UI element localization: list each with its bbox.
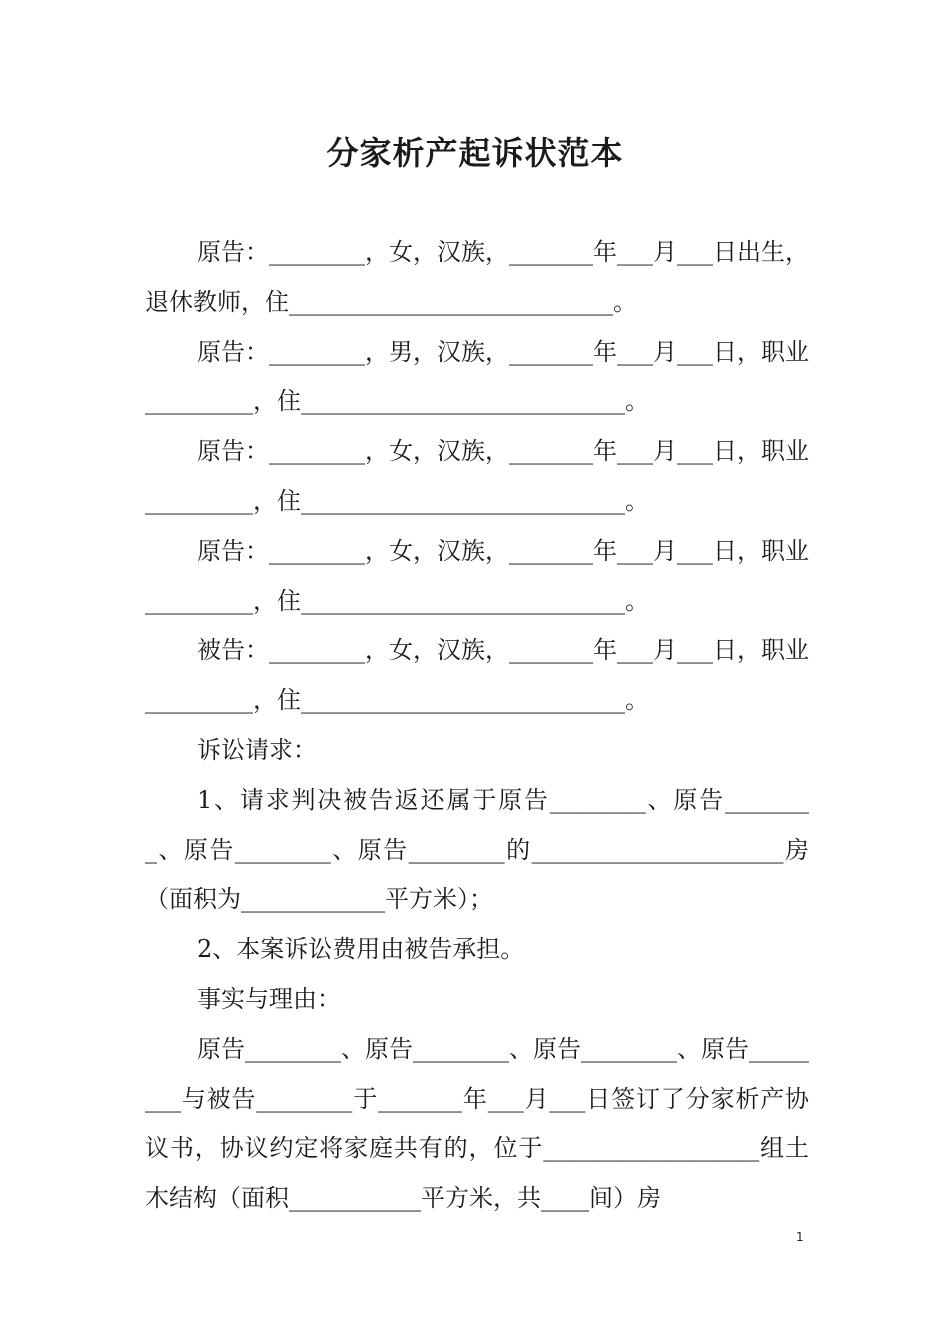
plaintiff-1-paragraph: 原告：________，女，汉族，_______年___月___日出生，退休教师，住___________________________。 (145, 238, 809, 316)
facts-paragraph: 原告________、原告________、原告________、原告________与被告________于_______年___月___日签订了分家析产协议书，协议约定将家庭共有的，位于__________________组土木结构（面积___________平方米，共____间）房 (145, 1034, 809, 1213)
defendant-paragraph: 被告：________，女，汉族，_______年___月___日，职业_________，住___________________________。 (145, 636, 809, 715)
document-title: 分家析产起诉状范本 (326, 134, 624, 172)
facts-heading: 事实与理由： (197, 984, 341, 1013)
claim-1-paragraph: 1、请求判决被告返还属于原告________、原告________、原告________、原告________的_____________________房（面积为____________平方米）； (145, 785, 809, 914)
plaintiff-2-paragraph: 原告：________，男，汉族，_______年___月___日，职业_________，住___________________________。 (145, 337, 809, 416)
plaintiff-3-paragraph: 原告：________，女，汉族，_______年___月___日，职业_________，住___________________________。 (145, 437, 809, 515)
plaintiff-4-paragraph: 原告：________，女，汉族，_______年___月___日，职业_________，住___________________________。 (145, 536, 809, 615)
claim-2-paragraph: 2、本案诉讼费用由被告承担。 (197, 935, 525, 964)
document-body (145, 228, 809, 1224)
claims-heading: 诉讼请求： (197, 735, 317, 764)
page-number: 1 (796, 1230, 804, 1244)
